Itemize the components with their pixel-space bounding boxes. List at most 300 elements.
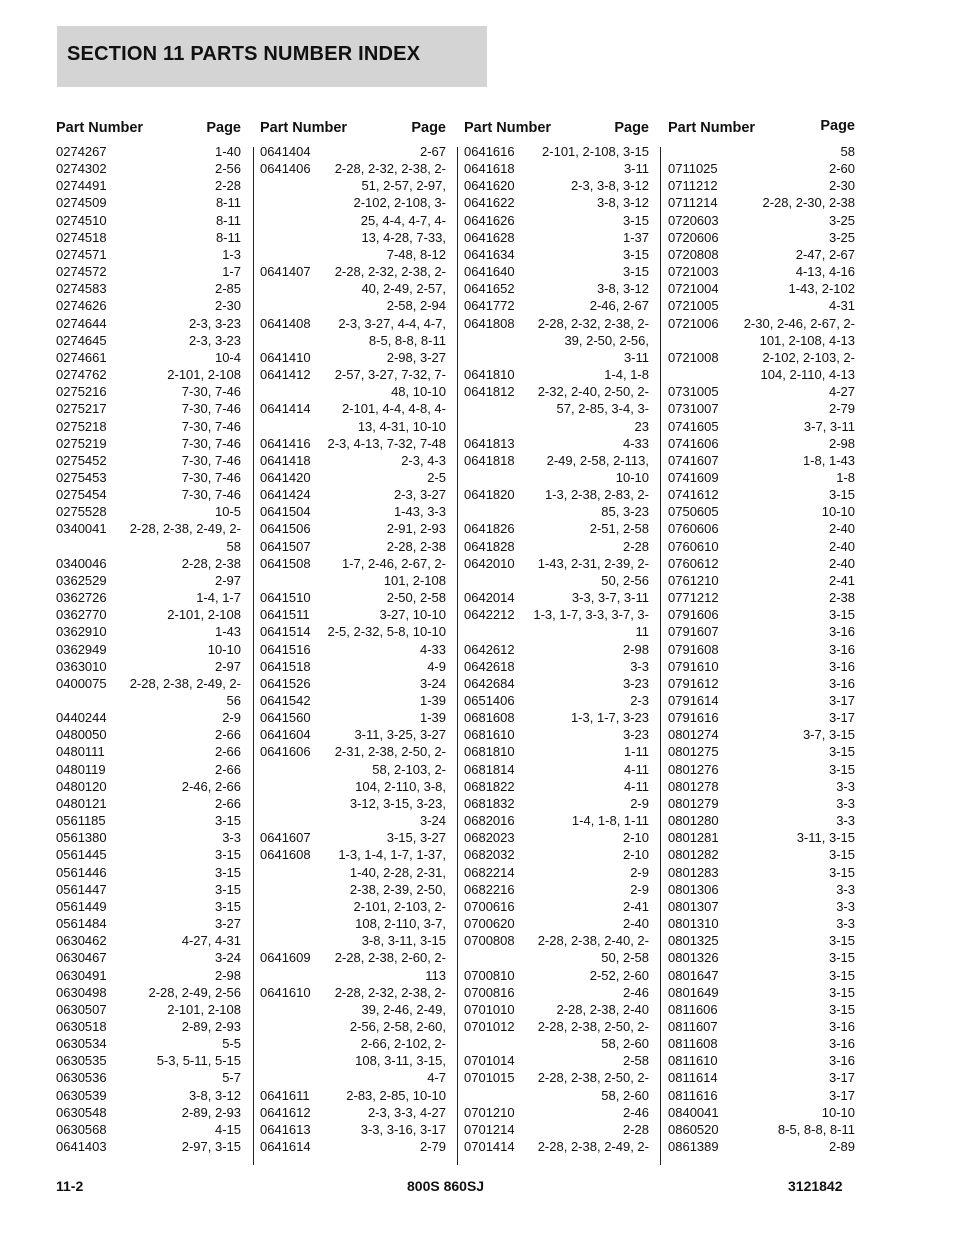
page-reference: 1-3, 2-38, 2-83, 2- 85, 3-23 <box>544 487 649 520</box>
page-reference: 2-83, 2-85, 10-10 <box>346 1087 446 1103</box>
page-reference: 2-40 <box>828 521 855 537</box>
index-entry <box>464 160 649 177</box>
part-number: 0630462 <box>56 933 107 949</box>
index-entry <box>668 349 855 383</box>
index-entry <box>56 349 241 366</box>
index-entry <box>56 1052 241 1069</box>
page-reference: 3-3 <box>836 795 855 811</box>
page-reference: 4-11 <box>623 761 649 777</box>
index-entry <box>668 1069 855 1086</box>
page-reference: 2-28, 2-30, 2-38 <box>762 195 855 211</box>
part-number: 0811606 <box>668 1001 718 1017</box>
index-entry <box>56 143 241 160</box>
page-reference: 2-28, 2-32, 2-38, 2- 40, 2-49, 2-57, 2-58, 2-94 <box>334 264 446 314</box>
part-number: 0362529 <box>56 572 107 588</box>
index-entry <box>56 1001 241 1018</box>
page-reference: 2-3, 3-23 <box>188 332 241 348</box>
index-entry <box>260 486 446 503</box>
page-reference: 2-32, 2-40, 2-50, 2- 57, 2-85, 3-4, 3- 23 <box>537 384 649 434</box>
page-reference: 2-89 <box>828 1139 855 1155</box>
index-rows <box>668 143 855 1155</box>
part-number: 0641504 <box>260 504 311 520</box>
index-entry <box>464 280 649 297</box>
page-reference: 3-24 <box>419 675 446 691</box>
part-number: 0721004 <box>668 281 719 297</box>
part-number: 0641606 <box>260 744 311 760</box>
part-number: 0480120 <box>56 778 107 794</box>
part-number: 0641810 <box>464 367 515 383</box>
part-number: 0641607 <box>260 830 311 846</box>
page-reference: 2-101, 2-108 <box>167 1001 241 1017</box>
part-number: 0681822 <box>464 778 515 794</box>
part-number: 0641772 <box>464 298 515 314</box>
part-number: 0701015 <box>464 1070 515 1086</box>
index-entry <box>56 383 241 400</box>
index-entry <box>260 1138 446 1155</box>
index-entry <box>668 949 855 966</box>
part-number: 0641652 <box>464 281 515 297</box>
part-number: 0641514 <box>260 624 311 640</box>
part-number: 0651406 <box>464 693 515 708</box>
page-reference: 2-28, 2-38, 2-49, 2- 56 <box>129 675 241 708</box>
page-reference: 2-3, 4-3 <box>401 452 446 468</box>
part-number: 0641510 <box>260 590 311 606</box>
page-reference: 2-67 <box>419 144 446 159</box>
page-reference: 2-98 <box>828 435 855 451</box>
page-reference: 3-23 <box>622 727 649 743</box>
column-divider <box>457 147 458 1165</box>
part-number: 0480111 <box>56 744 105 760</box>
page-reference: 2-28, 2-49, 2-56 <box>148 984 241 1000</box>
part-number: 0801279 <box>668 795 719 811</box>
page-reference: 3-8, 3-12 <box>188 1087 241 1103</box>
index-entry <box>668 812 855 829</box>
page-reference: 3-3 <box>836 881 855 897</box>
index-entry <box>464 761 649 778</box>
index-entry <box>464 726 649 743</box>
index-entry <box>56 795 241 812</box>
part-number: 0362910 <box>56 624 107 640</box>
page-reference: 1-4, 1-8, 1-11 <box>571 813 649 829</box>
page-reference: 2-57, 3-27, 7-32, 7- 48, 10-10 <box>334 367 446 400</box>
page-reference: 3-27 <box>214 916 241 932</box>
part-number: 0801649 <box>668 984 719 1000</box>
index-entry <box>464 641 649 658</box>
page-reference: 1-3, 1-4, 1-7, 1-37, 1-40, 2-28, 2-31, 2-38, 2-39, 2-50, 2-101, 2-103, 2- 108, 2-110, 3-7, 3-8, 3-11, 3-15 <box>338 847 446 949</box>
part-number: 0801325 <box>668 933 719 949</box>
page-reference: 2-89, 2-93 <box>181 1018 241 1034</box>
page-reference: 4-31 <box>828 298 855 314</box>
page-reference: 2-66 <box>214 761 241 777</box>
index-entry <box>56 297 241 314</box>
part-number: 0801278 <box>668 778 719 794</box>
page-reference: 3-15 <box>622 212 649 228</box>
part-number: 0801280 <box>668 813 719 829</box>
index-entry <box>668 915 855 932</box>
page-reference: 2-101, 4-4, 4-8, 4- 13, 4-31, 10-10 <box>341 401 446 434</box>
part-number: 0340046 <box>56 555 107 571</box>
page-reference: 2-28, 2-38 <box>386 538 446 554</box>
page-reference: 3-25 <box>828 212 855 228</box>
part-number: 0801281 <box>668 830 719 846</box>
page-reference: 2-28, 2-32, 2-38, 2- 39, 2-46, 2-49, 2-56, 2-58, 2-60, 2-66, 2-102, 2- 108, 3-11, 3-15, 4-7 <box>334 984 446 1086</box>
page-reference: 3-27, 10-10 <box>379 607 446 623</box>
index-entry <box>56 400 241 417</box>
index-entry <box>668 520 855 537</box>
page-reference: 2-28, 2-32, 2-38, 2- 39, 2-50, 2-56, 3-11 <box>537 315 649 365</box>
index-entry <box>668 1121 855 1138</box>
page-reference: 4-27 <box>828 384 855 400</box>
part-number: 0700808 <box>464 933 515 949</box>
index-entry <box>260 452 446 469</box>
index-entry <box>56 177 241 194</box>
page-reference: 3-25 <box>828 229 855 245</box>
part-number: 0561445 <box>56 847 107 863</box>
part-number: 0642612 <box>464 641 515 657</box>
index-entry <box>668 589 855 606</box>
page-reference: 2-3, 4-13, 7-32, 7-48 <box>327 435 446 451</box>
part-number: 0801276 <box>668 761 719 777</box>
index-entry <box>56 967 241 984</box>
index-entry <box>464 606 649 640</box>
page-reference: 2-40 <box>828 555 855 571</box>
part-number: 0642684 <box>464 675 515 691</box>
page-reference: 3-16 <box>828 641 855 657</box>
part-number: 0274510 <box>56 212 107 228</box>
part-number: 0641403 <box>56 1139 107 1155</box>
index-column-4 <box>668 120 855 1155</box>
page-reference: 3-3 <box>836 916 855 932</box>
index-rows <box>56 143 241 1155</box>
part-number: 0720603 <box>668 212 719 228</box>
part-number: 0700620 <box>464 916 515 932</box>
part-number: 0561484 <box>56 916 107 932</box>
part-number: 0641610 <box>260 984 311 1000</box>
index-entry <box>464 263 649 280</box>
part-number: 0811607 <box>668 1018 718 1034</box>
index-entry <box>56 675 241 709</box>
page-reference: 2-28, 2-38, 2-50, 2- 58, 2-60 <box>537 1070 649 1103</box>
index-entry <box>56 194 241 211</box>
index-entry <box>56 743 241 760</box>
part-number: 0682214 <box>464 864 515 880</box>
page-reference: 10-10 <box>821 1104 855 1120</box>
part-number: 0681810 <box>464 744 515 760</box>
part-number: 0641818 <box>464 452 515 468</box>
page-reference: 10-4 <box>214 349 241 365</box>
part-number: 0721005 <box>668 298 719 314</box>
part-number: 0641418 <box>260 452 311 468</box>
index-entry <box>56 829 241 846</box>
page-reference: 2-28, 2-38, 2-40 <box>556 1001 649 1017</box>
part-number: 0363010 <box>56 658 107 674</box>
part-number: 0440244 <box>56 710 107 726</box>
page-reference: 2-91, 2-93 <box>386 521 446 537</box>
page-reference: 2-10 <box>622 847 649 863</box>
part-number: 0682216 <box>464 881 515 897</box>
page-reference: 3-15 <box>828 761 855 777</box>
index-entry <box>56 1035 241 1052</box>
index-entry <box>668 280 855 297</box>
index-entry <box>260 400 446 434</box>
part-number: 0760606 <box>668 521 719 537</box>
index-entry <box>56 1121 241 1138</box>
page-reference: 1-3 <box>222 246 241 262</box>
page-reference: 8-11 <box>215 229 241 245</box>
page-reference: 3-15 <box>214 847 241 863</box>
part-number: 0721008 <box>668 349 719 365</box>
part-number: 0274491 <box>56 178 107 194</box>
part-number: 0561447 <box>56 881 107 897</box>
index-entry <box>464 692 649 709</box>
part-number: 0340041 <box>56 521 107 537</box>
page-reference: 2-66 <box>214 744 241 760</box>
index-entry <box>56 332 241 349</box>
page-reference: 2-41 <box>622 898 649 914</box>
part-number: 0791614 <box>668 693 719 708</box>
part-number-heading: Part Number <box>464 120 552 136</box>
index-entry <box>260 675 446 692</box>
index-entry <box>668 1138 855 1155</box>
index-entry <box>464 778 649 795</box>
page-reference: 2-30 <box>214 298 241 314</box>
index-entry <box>260 555 446 589</box>
page-reference: 2-97, 3-15 <box>181 1139 241 1155</box>
index-entry <box>56 984 241 1001</box>
part-number: 0801282 <box>668 847 719 863</box>
page-reference: 1-40 <box>214 144 241 159</box>
index-entry <box>464 555 649 589</box>
part-number: 0791608 <box>668 641 719 657</box>
page-reference: 2-98 <box>622 641 649 657</box>
index-entry <box>668 623 855 640</box>
part-number: 0641608 <box>260 847 311 863</box>
page-reference: 3-8, 3-12 <box>596 281 649 297</box>
index-entry <box>56 503 241 520</box>
part-number: 0274644 <box>56 315 107 331</box>
page-reference: 2-9 <box>630 864 649 880</box>
index-entry <box>464 1121 649 1138</box>
part-number: 0362949 <box>56 641 107 657</box>
index-entry <box>260 160 446 263</box>
column-header <box>668 120 855 143</box>
index-entry <box>56 726 241 743</box>
page-reference: 2-41 <box>828 572 855 588</box>
index-entry <box>464 795 649 812</box>
index-entry <box>56 280 241 297</box>
part-number: 0641406 <box>260 161 311 177</box>
part-number-heading: Part Number <box>668 120 756 136</box>
part-number: 0801310 <box>668 916 719 932</box>
page-reference: 7-30, 7-46 <box>181 487 241 503</box>
page-reference: 2-98 <box>214 967 241 983</box>
index-entry <box>668 1052 855 1069</box>
index-entry <box>260 1087 446 1104</box>
part-number: 0711212 <box>668 178 718 194</box>
part-number-heading: Part Number <box>56 120 144 136</box>
part-number: 0641628 <box>464 229 515 245</box>
page-heading: Page <box>820 118 855 134</box>
part-number: 0641614 <box>260 1139 311 1155</box>
index-entry <box>668 778 855 795</box>
index-entry <box>668 486 855 503</box>
part-number: 0641613 <box>260 1121 311 1137</box>
part-number: 0641506 <box>260 521 311 537</box>
index-entry <box>464 812 649 829</box>
part-number: 0630507 <box>56 1001 107 1017</box>
column-header <box>56 120 241 143</box>
index-entry <box>260 469 446 486</box>
page-reference: 3-23 <box>622 675 649 691</box>
part-number: 0681832 <box>464 795 515 811</box>
index-entry <box>56 949 241 966</box>
index-entry <box>464 315 649 366</box>
index-entry <box>668 555 855 572</box>
part-number: 0701214 <box>464 1121 515 1137</box>
column-header <box>464 120 649 143</box>
index-entry <box>260 538 446 555</box>
part-number: 0274661 <box>56 349 107 365</box>
part-number: 0741609 <box>668 469 719 485</box>
part-number: 0700816 <box>464 984 515 1000</box>
part-number: 0641542 <box>260 693 311 708</box>
index-entry <box>464 177 649 194</box>
part-number: 0641526 <box>260 675 311 691</box>
part-number: 0811616 <box>668 1087 718 1103</box>
page-reference: 3-24 <box>214 950 241 966</box>
part-number: 0861389 <box>668 1139 719 1155</box>
page-reference: 7-30, 7-46 <box>181 469 241 485</box>
part-number: 0630536 <box>56 1070 107 1086</box>
index-entry <box>668 383 855 400</box>
part-number: 0641622 <box>464 195 515 211</box>
part-number: 0750605 <box>668 504 719 520</box>
part-number: 0561446 <box>56 864 107 880</box>
part-number: 0275452 <box>56 452 107 468</box>
page-reference: 3-8, 3-12 <box>596 195 649 211</box>
index-entry <box>260 606 446 623</box>
section-header <box>57 26 487 87</box>
page-reference: 1-4, 1-8 <box>604 367 649 383</box>
index-entry <box>260 143 446 160</box>
index-entry <box>56 486 241 503</box>
index-entry <box>56 366 241 383</box>
column-divider <box>253 147 254 1165</box>
part-number: 0701414 <box>464 1139 515 1155</box>
index-entry <box>260 743 446 829</box>
index-entry <box>56 1104 241 1121</box>
page-reference: 3-17 <box>828 1070 855 1086</box>
page-reference: 7-30, 7-46 <box>181 452 241 468</box>
part-number: 0741607 <box>668 452 719 468</box>
index-entry <box>668 177 855 194</box>
part-number: 0761210 <box>668 572 719 588</box>
page-reference: 1-39 <box>419 693 446 708</box>
page-heading: Page <box>411 120 446 136</box>
page-reference: 8-11 <box>215 195 241 211</box>
index-entry <box>56 623 241 640</box>
part-number: 0641618 <box>464 161 515 177</box>
part-number: 0274571 <box>56 246 107 262</box>
part-number: 0641616 <box>464 144 515 159</box>
part-number: 0700810 <box>464 967 515 983</box>
part-number: 0641507 <box>260 538 311 554</box>
index-entry <box>260 503 446 520</box>
page-reference: 8-11 <box>215 212 241 228</box>
part-number: 0641412 <box>260 367 311 383</box>
part-number: 0700616 <box>464 898 515 914</box>
page-reference: 2-5, 2-32, 5-8, 10-10 <box>327 624 446 640</box>
page-reference: 2-49, 2-58, 2-113, 10-10 <box>546 452 649 485</box>
index-entry <box>668 452 855 469</box>
page-reference: 3-15 <box>828 967 855 983</box>
part-number: 0641812 <box>464 384 515 400</box>
index-entry <box>56 898 241 915</box>
part-number-heading: Part Number <box>260 120 348 136</box>
index-entry <box>56 160 241 177</box>
part-number: 0760612 <box>668 555 719 571</box>
index-entry <box>260 984 446 1087</box>
part-number: 0641820 <box>464 487 515 503</box>
page-reference: 2-46 <box>622 1104 649 1120</box>
page-heading: Page <box>206 120 241 136</box>
part-number: 0791607 <box>668 624 719 640</box>
index-entry <box>260 846 446 949</box>
part-number: 0275218 <box>56 418 107 434</box>
part-number: 0561380 <box>56 830 107 846</box>
part-number: 0711025 <box>668 161 718 177</box>
index-entry <box>260 435 446 452</box>
part-number: 0641408 <box>260 315 311 331</box>
page-reference: 2-102, 2-103, 2- 104, 2-110, 4-13 <box>760 349 855 383</box>
part-number: 0641511 <box>260 607 310 623</box>
page-reference: 58 <box>840 144 855 159</box>
page-reference: 1-39 <box>419 710 446 726</box>
page-reference: 3-15 <box>622 246 649 262</box>
page-reference: 3-15 <box>828 487 855 503</box>
part-number: 0630548 <box>56 1104 107 1120</box>
page-reference: 1-11 <box>623 744 649 760</box>
part-number: 0641516 <box>260 641 311 657</box>
part-number: 0275217 <box>56 401 107 417</box>
part-number: 0771212 <box>668 590 719 606</box>
index-entry <box>464 435 649 452</box>
page-reference: 2-101, 2-108 <box>167 367 241 383</box>
page-reference: 3-15 <box>828 984 855 1000</box>
index-entry <box>668 1087 855 1104</box>
part-number: 0801326 <box>668 950 719 966</box>
page-reference: 2-46, 2-66 <box>181 778 241 794</box>
page-reference: 2-46 <box>622 984 649 1000</box>
page-reference: 2-98, 3-27 <box>386 349 446 365</box>
index-entry <box>56 572 241 589</box>
part-number: 0274267 <box>56 144 107 159</box>
page-reference: 2-79 <box>828 401 855 417</box>
index-entry <box>464 366 649 383</box>
part-number: 0791610 <box>668 658 719 674</box>
part-number: 0275528 <box>56 504 107 520</box>
index-entry <box>464 538 649 555</box>
part-number: 0641560 <box>260 710 311 726</box>
part-number: 0840041 <box>668 1104 719 1120</box>
part-number: 0641808 <box>464 315 515 331</box>
page-reference: 3-15 <box>828 847 855 863</box>
part-number: 0630498 <box>56 984 107 1000</box>
index-entry <box>464 486 649 520</box>
page-reference: 3-15 <box>828 864 855 880</box>
index-entry <box>464 675 649 692</box>
column-divider <box>660 147 661 1165</box>
